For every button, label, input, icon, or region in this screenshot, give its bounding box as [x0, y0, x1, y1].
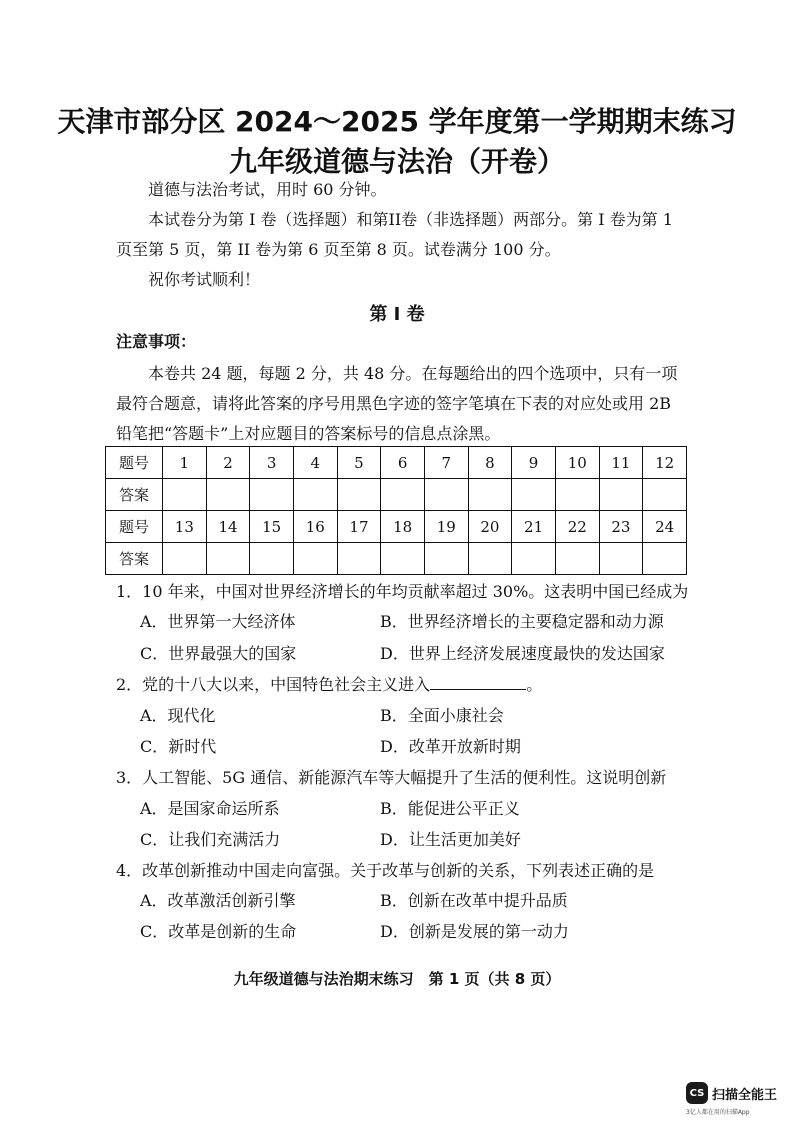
fill-blank — [430, 675, 526, 690]
notice-line-3: 铅笔把“答题卡”上对应题目的答案标号的信息点涂黑。 — [116, 424, 501, 443]
answer-cell[interactable] — [250, 543, 294, 575]
option-a[interactable]: A．世界第一大经济体 — [140, 612, 296, 631]
question-number: 14 — [206, 511, 250, 543]
question-number: 24 — [643, 511, 687, 543]
section-title: 第 I 卷 — [369, 304, 425, 325]
question-number: 4 — [293, 447, 337, 479]
question-number: 13 — [163, 511, 207, 543]
option-b[interactable]: B．能促进公平正义 — [380, 799, 520, 818]
option-c[interactable]: C．世界最强大的国家 — [140, 644, 297, 663]
question-number: 7 — [424, 447, 468, 479]
answer-cell[interactable] — [599, 479, 643, 511]
question-number: 9 — [512, 447, 556, 479]
question-number: 1 — [163, 447, 207, 479]
row-label-answer: 答案 — [106, 543, 163, 575]
question-number: 23 — [599, 511, 643, 543]
answer-cell[interactable] — [424, 479, 468, 511]
question-number: 8 — [468, 447, 512, 479]
option-b[interactable]: B．世界经济增长的主要稳定器和动力源 — [380, 612, 664, 631]
option-d[interactable]: D．让生活更加美好 — [380, 830, 521, 849]
watermark-name: 扫描全能王 — [712, 1087, 778, 1103]
table-row — [106, 511, 687, 543]
answer-cell[interactable] — [293, 479, 337, 511]
question-number: 5 — [337, 447, 381, 479]
intro-line-1: 道德与法治考试，用时 60 分钟。 — [148, 180, 387, 199]
scanner-watermark — [686, 1082, 777, 1104]
intro-line-2: 本试卷分为第 I 卷（选择题）和第II卷（非选择题）两部分。第 I 卷为第 1 — [148, 210, 673, 229]
answer-cell[interactable] — [381, 479, 425, 511]
question-number: 21 — [512, 511, 556, 543]
answer-cell[interactable] — [337, 543, 381, 575]
question-number: 3 — [250, 447, 294, 479]
answer-cell[interactable] — [643, 479, 687, 511]
row-label-number: 题号 — [106, 447, 163, 479]
question-number: 19 — [424, 511, 468, 543]
option-d[interactable]: D．改革开放新时期 — [380, 737, 521, 756]
table-row — [106, 447, 687, 479]
table-row — [106, 543, 687, 575]
option-c[interactable]: C．新时代 — [140, 737, 217, 756]
notice-label: 注意事项： — [116, 332, 197, 351]
question-number: 6 — [381, 447, 425, 479]
intro-line-3: 页至第 5 页，第 II 卷为第 6 页至第 8 页。试卷满分 100 分。 — [116, 240, 561, 259]
question-number: 2 — [206, 447, 250, 479]
question-number: 11 — [599, 447, 643, 479]
question-number: 18 — [381, 511, 425, 543]
option-a[interactable]: A．是国家命运所系 — [140, 799, 280, 818]
row-label-number: 题号 — [106, 511, 163, 543]
option-b[interactable]: B．全面小康社会 — [380, 706, 504, 725]
question-number: 17 — [337, 511, 381, 543]
option-c[interactable]: C．让我们充满活力 — [140, 830, 281, 849]
answer-cell[interactable] — [424, 543, 468, 575]
table-row — [106, 479, 687, 511]
option-c[interactable]: C．改革是创新的生命 — [140, 922, 297, 941]
question-stem: 3．人工智能、5G 通信、新能源汽车等大幅提升了生活的便利性。这说明创新 — [116, 768, 667, 787]
notice-line-1: 本卷共 24 题，每题 2 分，共 48 分。在每题给出的四个选项中，只有一项 — [148, 364, 678, 383]
question-number: 15 — [250, 511, 294, 543]
option-d[interactable]: D．世界上经济发展速度最快的发达国家 — [380, 644, 665, 663]
question-stem: 4．改革创新推动中国走向富强。关于改革与创新的关系，下列表述正确的是 — [116, 861, 655, 880]
answer-cell[interactable] — [206, 543, 250, 575]
page-footer: 九年级道德与法治期末练习 第 1 页（共 8 页） — [233, 970, 561, 988]
answer-cell[interactable] — [206, 479, 250, 511]
answer-cell[interactable] — [163, 543, 207, 575]
exam-subtitle: 九年级道德与法治（开卷） — [228, 145, 565, 178]
answer-table — [105, 446, 687, 575]
answer-cell[interactable] — [250, 479, 294, 511]
question-number: 22 — [555, 511, 599, 543]
intro-line-4: 祝你考试顺利！ — [148, 270, 261, 289]
option-d[interactable]: D．创新是发展的第一动力 — [380, 922, 569, 941]
option-a[interactable]: A．现代化 — [140, 706, 216, 725]
option-b[interactable]: B．创新在改革中提升品质 — [380, 891, 568, 910]
answer-cell[interactable] — [555, 543, 599, 575]
answer-cell[interactable] — [555, 479, 599, 511]
question-stem — [116, 675, 542, 695]
question-stem-text: 2．党的十八大以来，中国特色社会主义进入 — [116, 675, 431, 694]
answer-cell[interactable] — [512, 543, 556, 575]
answer-cell[interactable] — [337, 479, 381, 511]
option-a[interactable]: A．改革激活创新引擎 — [140, 891, 296, 910]
answer-cell[interactable] — [293, 543, 337, 575]
question-stem: 1．10 年来，中国对世界经济增长的年均贡献率超过 30%。这表明中国已经成为 — [116, 582, 689, 601]
question-number: 12 — [643, 447, 687, 479]
watermark-tagline: 3亿人都在用的扫描App — [686, 1109, 750, 1116]
exam-title: 天津市部分区 2024～2025 学年度第一学期期末练习 — [57, 105, 737, 138]
question-number: 16 — [293, 511, 337, 543]
answer-cell[interactable] — [381, 543, 425, 575]
answer-cell[interactable] — [599, 543, 643, 575]
answer-cell[interactable] — [163, 479, 207, 511]
question-number: 10 — [555, 447, 599, 479]
question-stem-end: 。 — [526, 675, 543, 694]
notice-line-2: 最符合题意，请将此答案的序号用黑色字迹的签字笔填在下表的对应处或用 2B — [116, 394, 672, 413]
answer-cell[interactable] — [468, 543, 512, 575]
camscanner-logo-icon: CS — [686, 1082, 708, 1104]
answer-cell[interactable] — [512, 479, 556, 511]
answer-cell[interactable] — [643, 543, 687, 575]
answer-cell[interactable] — [468, 479, 512, 511]
question-number: 20 — [468, 511, 512, 543]
row-label-answer: 答案 — [106, 479, 163, 511]
